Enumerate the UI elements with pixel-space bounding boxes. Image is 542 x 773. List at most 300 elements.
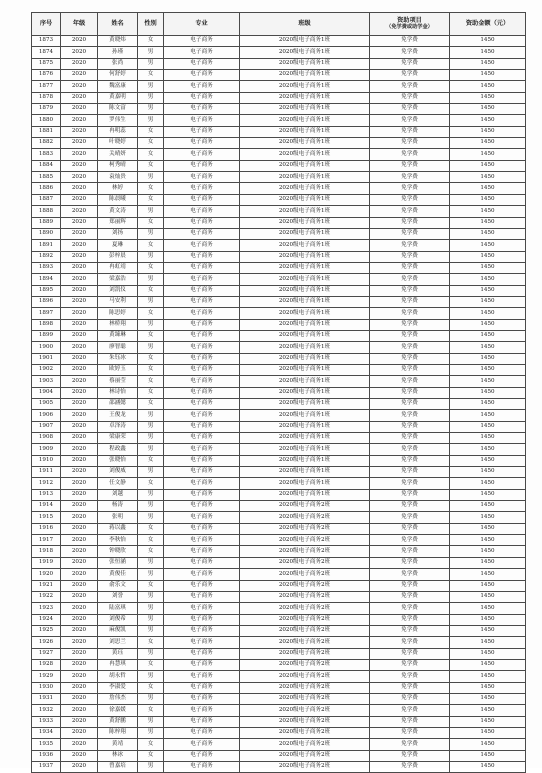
table-row [32, 762, 526, 773]
cell-aid-item: 免学费 [370, 228, 450, 239]
cell-class: 2020级电子商务1班 [240, 455, 370, 466]
cell-gender: 男 [138, 296, 164, 307]
table-row [32, 285, 526, 296]
cell-amount: 1450 [450, 727, 526, 738]
cell-name: 麻俊凯 [98, 625, 138, 636]
cell-index: 1924 [32, 614, 61, 625]
cell-amount: 1450 [450, 104, 526, 115]
cell-grade: 2020 [61, 353, 98, 364]
cell-amount: 1450 [450, 47, 526, 58]
cell-major: 电子商务 [164, 47, 240, 58]
cell-name: 廖智聪 [98, 342, 138, 353]
cell-class: 2020级电子商务1班 [240, 262, 370, 273]
cell-grade: 2020 [61, 546, 98, 557]
cell-gender: 女 [138, 217, 164, 228]
cell-index: 1888 [32, 206, 61, 217]
cell-gender: 男 [138, 319, 164, 330]
cell-class: 2020级电子商务1班 [240, 342, 370, 353]
table-row [32, 501, 526, 512]
cell-major: 电子商务 [164, 489, 240, 500]
cell-major: 电子商务 [164, 614, 240, 625]
cell-name: 黄文涛 [98, 206, 138, 217]
cell-major: 电子商务 [164, 104, 240, 115]
cell-gender: 男 [138, 648, 164, 659]
cell-index: 1919 [32, 557, 61, 568]
cell-amount: 1450 [450, 399, 526, 410]
cell-aid-item: 免学费 [370, 478, 450, 489]
cell-grade: 2020 [61, 512, 98, 523]
cell-aid-item: 免学费 [370, 342, 450, 353]
cell-name: 张明 [98, 512, 138, 523]
cell-grade: 2020 [61, 478, 98, 489]
cell-name: 陈文富 [98, 104, 138, 115]
cell-aid-item: 免学费 [370, 501, 450, 512]
cell-gender: 男 [138, 172, 164, 183]
cell-aid-item: 免学费 [370, 421, 450, 432]
cell-major: 电子商务 [164, 762, 240, 773]
cell-index: 1908 [32, 433, 61, 444]
cell-major: 电子商务 [164, 569, 240, 580]
cell-class: 2020级电子商务2班 [240, 739, 370, 750]
cell-name: 陆富琪 [98, 603, 138, 614]
cell-gender: 女 [138, 160, 164, 171]
cell-aid-item: 免学费 [370, 535, 450, 546]
cell-aid-item: 免学费 [370, 614, 450, 625]
cell-name: 俞乐文 [98, 580, 138, 591]
cell-gender: 男 [138, 603, 164, 614]
cell-gender: 男 [138, 716, 164, 727]
cell-grade: 2020 [61, 104, 98, 115]
cell-major: 电子商务 [164, 172, 240, 183]
cell-index: 1910 [32, 455, 61, 466]
cell-aid-item: 免学费 [370, 580, 450, 591]
table-row [32, 659, 526, 670]
cell-amount: 1450 [450, 546, 526, 557]
table-row [32, 727, 526, 738]
cell-name: 罗伟生 [98, 115, 138, 126]
cell-class: 2020级电子商务2班 [240, 727, 370, 738]
cell-class: 2020级电子商务1班 [240, 138, 370, 149]
cell-gender: 男 [138, 228, 164, 239]
cell-major: 电子商务 [164, 739, 240, 750]
table-row [32, 342, 526, 353]
table-row [32, 47, 526, 58]
cell-gender: 男 [138, 342, 164, 353]
table-row [32, 126, 526, 137]
cell-index: 1907 [32, 421, 61, 432]
cell-gender: 女 [138, 455, 164, 466]
cell-grade: 2020 [61, 433, 98, 444]
cell-grade: 2020 [61, 138, 98, 149]
cell-grade: 2020 [61, 637, 98, 648]
cell-major: 电子商务 [164, 228, 240, 239]
table-row [32, 149, 526, 160]
cell-major: 电子商务 [164, 557, 240, 568]
table-header-row [32, 13, 526, 36]
cell-index: 1882 [32, 138, 61, 149]
cell-name: 魏富康 [98, 81, 138, 92]
cell-index: 1875 [32, 58, 61, 69]
cell-class: 2020级电子商务1班 [240, 274, 370, 285]
cell-class: 2020级电子商务2班 [240, 693, 370, 704]
table-row [32, 580, 526, 591]
cell-aid-item: 免学费 [370, 762, 450, 773]
cell-grade: 2020 [61, 296, 98, 307]
cell-name: 冉慧琪 [98, 659, 138, 670]
cell-amount: 1450 [450, 194, 526, 205]
cell-name: 张恒涵 [98, 557, 138, 568]
cell-name: 马安利 [98, 296, 138, 307]
table-row [32, 240, 526, 251]
cell-name: 任文静 [98, 478, 138, 489]
cell-grade: 2020 [61, 342, 98, 353]
cell-index: 1936 [32, 750, 61, 761]
cell-index: 1916 [32, 523, 61, 534]
cell-aid-item: 免学费 [370, 285, 450, 296]
cell-gender: 女 [138, 535, 164, 546]
cell-grade: 2020 [61, 149, 98, 160]
table-row [32, 36, 526, 47]
cell-major: 电子商务 [164, 262, 240, 273]
cell-amount: 1450 [450, 364, 526, 375]
cell-class: 2020级电子商务2班 [240, 546, 370, 557]
cell-amount: 1450 [450, 274, 526, 285]
cell-aid-item: 免学费 [370, 387, 450, 398]
header-major: 专业 [164, 13, 240, 36]
cell-class: 2020级电子商务2班 [240, 625, 370, 636]
cell-grade: 2020 [61, 240, 98, 251]
cell-name: 黄珏 [98, 648, 138, 659]
cell-major: 电子商务 [164, 727, 240, 738]
cell-class: 2020级电子商务2班 [240, 637, 370, 648]
table-row [32, 330, 526, 341]
cell-class: 2020级电子商务1班 [240, 172, 370, 183]
table-row [32, 671, 526, 682]
cell-name: 夏琳 [98, 240, 138, 251]
cell-grade: 2020 [61, 319, 98, 330]
header-amount: 资助金额（元） [450, 13, 526, 36]
cell-name: 陈梓翔 [98, 727, 138, 738]
cell-major: 电子商务 [164, 206, 240, 217]
cell-aid-item: 免学费 [370, 603, 450, 614]
cell-index: 1878 [32, 92, 61, 103]
cell-major: 电子商务 [164, 274, 240, 285]
cell-index: 1915 [32, 512, 61, 523]
cell-gender: 女 [138, 262, 164, 273]
cell-gender: 男 [138, 591, 164, 602]
cell-name: 张晓怡 [98, 455, 138, 466]
cell-major: 电子商务 [164, 705, 240, 716]
table-row [32, 217, 526, 228]
cell-gender: 女 [138, 330, 164, 341]
cell-aid-item: 免学费 [370, 319, 450, 330]
cell-index: 1911 [32, 467, 61, 478]
cell-gender: 男 [138, 569, 164, 580]
cell-class: 2020级电子商务1班 [240, 285, 370, 296]
cell-amount: 1450 [450, 296, 526, 307]
cell-index: 1909 [32, 444, 61, 455]
cell-amount: 1450 [450, 262, 526, 273]
cell-name: 林冰 [98, 750, 138, 761]
cell-amount: 1450 [450, 557, 526, 568]
cell-class: 2020级电子商务1班 [240, 81, 370, 92]
cell-index: 1925 [32, 625, 61, 636]
cell-grade: 2020 [61, 501, 98, 512]
cell-aid-item: 免学费 [370, 727, 450, 738]
cell-amount: 1450 [450, 160, 526, 171]
cell-amount: 1450 [450, 421, 526, 432]
cell-major: 电子商务 [164, 693, 240, 704]
cell-name: 柯秀晴 [98, 160, 138, 171]
cell-aid-item: 免学费 [370, 512, 450, 523]
cell-grade: 2020 [61, 569, 98, 580]
cell-class: 2020级电子商务1班 [240, 478, 370, 489]
cell-aid-item: 免学费 [370, 194, 450, 205]
cell-aid-item: 免学费 [370, 58, 450, 69]
cell-aid-item: 免学费 [370, 569, 450, 580]
cell-gender: 女 [138, 739, 164, 750]
cell-index: 1903 [32, 376, 61, 387]
cell-index: 1884 [32, 160, 61, 171]
cell-aid-item: 免学费 [370, 126, 450, 137]
cell-name: 刘越 [98, 489, 138, 500]
cell-major: 电子商务 [164, 387, 240, 398]
cell-index: 1914 [32, 501, 61, 512]
cell-index: 1883 [32, 149, 61, 160]
cell-class: 2020级电子商务1班 [240, 330, 370, 341]
cell-grade: 2020 [61, 330, 98, 341]
cell-gender: 男 [138, 47, 164, 58]
table-row [32, 206, 526, 217]
cell-index: 1893 [32, 262, 61, 273]
cell-gender: 女 [138, 183, 164, 194]
table-row [32, 70, 526, 81]
cell-major: 电子商务 [164, 682, 240, 693]
table-row [32, 512, 526, 523]
cell-grade: 2020 [61, 228, 98, 239]
cell-amount: 1450 [450, 455, 526, 466]
cell-amount: 1450 [450, 535, 526, 546]
table-row [32, 455, 526, 466]
cell-amount: 1450 [450, 58, 526, 69]
cell-class: 2020级电子商务2班 [240, 659, 370, 670]
cell-grade: 2020 [61, 444, 98, 455]
cell-name: 卓泽涛 [98, 421, 138, 432]
cell-aid-item: 免学费 [370, 217, 450, 228]
cell-name: 陈思婷 [98, 308, 138, 319]
cell-name: 胡永哲 [98, 671, 138, 682]
table-row [32, 160, 526, 171]
cell-name: 李淑爱 [98, 682, 138, 693]
cell-grade: 2020 [61, 376, 98, 387]
cell-index: 1873 [32, 36, 61, 47]
cell-major: 电子商务 [164, 342, 240, 353]
cell-index: 1931 [32, 693, 61, 704]
cell-major: 电子商务 [164, 659, 240, 670]
cell-aid-item: 免学费 [370, 705, 450, 716]
table-row [32, 705, 526, 716]
cell-gender: 男 [138, 433, 164, 444]
cell-grade: 2020 [61, 467, 98, 478]
cell-major: 电子商务 [164, 410, 240, 421]
cell-gender: 女 [138, 36, 164, 47]
cell-name: 陈晨曦 [98, 194, 138, 205]
table-row [32, 251, 526, 262]
cell-index: 1934 [32, 727, 61, 738]
cell-major: 电子商务 [164, 70, 240, 81]
cell-aid-item: 免学费 [370, 444, 450, 455]
table-row [32, 614, 526, 625]
cell-major: 电子商务 [164, 399, 240, 410]
cell-name: 徐嘉媛 [98, 705, 138, 716]
cell-name: 欧婷玉 [98, 364, 138, 375]
cell-index: 1902 [32, 364, 61, 375]
table-row [32, 739, 526, 750]
cell-gender: 男 [138, 206, 164, 217]
cell-name: 袁灿贵 [98, 172, 138, 183]
cell-grade: 2020 [61, 81, 98, 92]
cell-name: 刘俊威 [98, 467, 138, 478]
cell-major: 电子商务 [164, 115, 240, 126]
cell-amount: 1450 [450, 444, 526, 455]
cell-gender: 女 [138, 705, 164, 716]
cell-major: 电子商务 [164, 217, 240, 228]
cell-class: 2020级电子商务1班 [240, 58, 370, 69]
cell-name: 蔡丽莹 [98, 376, 138, 387]
cell-aid-item: 免学费 [370, 36, 450, 47]
cell-aid-item: 免学费 [370, 81, 450, 92]
cell-gender: 女 [138, 126, 164, 137]
cell-aid-item: 免学费 [370, 659, 450, 670]
table-row [32, 183, 526, 194]
header-aid-item-note: （免学费或助学金） [386, 24, 433, 30]
cell-amount: 1450 [450, 739, 526, 750]
cell-index: 1901 [32, 353, 61, 364]
cell-grade: 2020 [61, 591, 98, 602]
cell-aid-item: 免学费 [370, 591, 450, 602]
cell-class: 2020级电子商务1班 [240, 410, 370, 421]
cell-major: 电子商务 [164, 353, 240, 364]
cell-major: 电子商务 [164, 194, 240, 205]
cell-amount: 1450 [450, 762, 526, 773]
cell-class: 2020级电子商务1班 [240, 92, 370, 103]
cell-grade: 2020 [61, 399, 98, 410]
cell-amount: 1450 [450, 637, 526, 648]
cell-gender: 男 [138, 671, 164, 682]
cell-index: 1877 [32, 81, 61, 92]
cell-gender: 男 [138, 104, 164, 115]
cell-gender: 男 [138, 81, 164, 92]
cell-gender: 女 [138, 308, 164, 319]
cell-aid-item: 免学费 [370, 240, 450, 251]
cell-aid-item: 免学费 [370, 637, 450, 648]
cell-major: 电子商务 [164, 716, 240, 727]
cell-amount: 1450 [450, 671, 526, 682]
cell-aid-item: 免学费 [370, 750, 450, 761]
cell-aid-item: 免学费 [370, 648, 450, 659]
cell-name: 黄舒鹏 [98, 716, 138, 727]
table-row [32, 364, 526, 375]
cell-name: 梁康荣 [98, 433, 138, 444]
cell-aid-item: 免学费 [370, 467, 450, 478]
cell-class: 2020级电子商务1班 [240, 399, 370, 410]
cell-major: 电子商务 [164, 625, 240, 636]
cell-grade: 2020 [61, 671, 98, 682]
cell-amount: 1450 [450, 523, 526, 534]
cell-aid-item: 免学费 [370, 739, 450, 750]
cell-major: 电子商务 [164, 580, 240, 591]
cell-amount: 1450 [450, 659, 526, 670]
cell-index: 1922 [32, 591, 61, 602]
cell-amount: 1450 [450, 183, 526, 194]
cell-index: 1881 [32, 126, 61, 137]
cell-gender: 男 [138, 467, 164, 478]
cell-index: 1891 [32, 240, 61, 251]
cell-class: 2020级电子商务1班 [240, 149, 370, 160]
cell-gender: 女 [138, 682, 164, 693]
cell-class: 2020级电子商务1班 [240, 467, 370, 478]
cell-grade: 2020 [61, 160, 98, 171]
cell-gender: 女 [138, 659, 164, 670]
table-row [32, 467, 526, 478]
cell-major: 电子商务 [164, 501, 240, 512]
cell-grade: 2020 [61, 47, 98, 58]
cell-amount: 1450 [450, 648, 526, 659]
cell-index: 1886 [32, 183, 61, 194]
cell-name: 林桥翔 [98, 319, 138, 330]
cell-aid-item: 免学费 [370, 546, 450, 557]
cell-amount: 1450 [450, 70, 526, 81]
cell-index: 1885 [32, 172, 61, 183]
cell-name: 杨涛 [98, 501, 138, 512]
cell-index: 1899 [32, 330, 61, 341]
cell-aid-item: 免学费 [370, 376, 450, 387]
header-aid-item-title: 资助项目 [397, 16, 422, 24]
cell-grade: 2020 [61, 682, 98, 693]
cell-gender: 男 [138, 727, 164, 738]
cell-aid-item: 免学费 [370, 353, 450, 364]
cell-amount: 1450 [450, 387, 526, 398]
cell-class: 2020级电子商务1班 [240, 319, 370, 330]
cell-name: 刘凯仪 [98, 285, 138, 296]
cell-grade: 2020 [61, 455, 98, 466]
table-row [32, 444, 526, 455]
cell-gender: 男 [138, 489, 164, 500]
cell-class: 2020级电子商务2班 [240, 603, 370, 614]
cell-class: 2020级电子商务1班 [240, 376, 370, 387]
cell-aid-item: 免学费 [370, 399, 450, 410]
cell-amount: 1450 [450, 716, 526, 727]
cell-amount: 1450 [450, 251, 526, 262]
cell-gender: 女 [138, 353, 164, 364]
cell-aid-item: 免学费 [370, 625, 450, 636]
cell-amount: 1450 [450, 330, 526, 341]
cell-index: 1935 [32, 739, 61, 750]
cell-class: 2020级电子商务1班 [240, 104, 370, 115]
cell-amount: 1450 [450, 625, 526, 636]
cell-index: 1898 [32, 319, 61, 330]
cell-amount: 1450 [450, 36, 526, 47]
table-row [32, 546, 526, 557]
cell-major: 电子商务 [164, 183, 240, 194]
cell-class: 2020级电子商务2班 [240, 501, 370, 512]
cell-major: 电子商务 [164, 160, 240, 171]
cell-name: 关晴妍 [98, 149, 138, 160]
cell-grade: 2020 [61, 421, 98, 432]
cell-amount: 1450 [450, 603, 526, 614]
cell-aid-item: 免学费 [370, 115, 450, 126]
cell-index: 1918 [32, 546, 61, 557]
